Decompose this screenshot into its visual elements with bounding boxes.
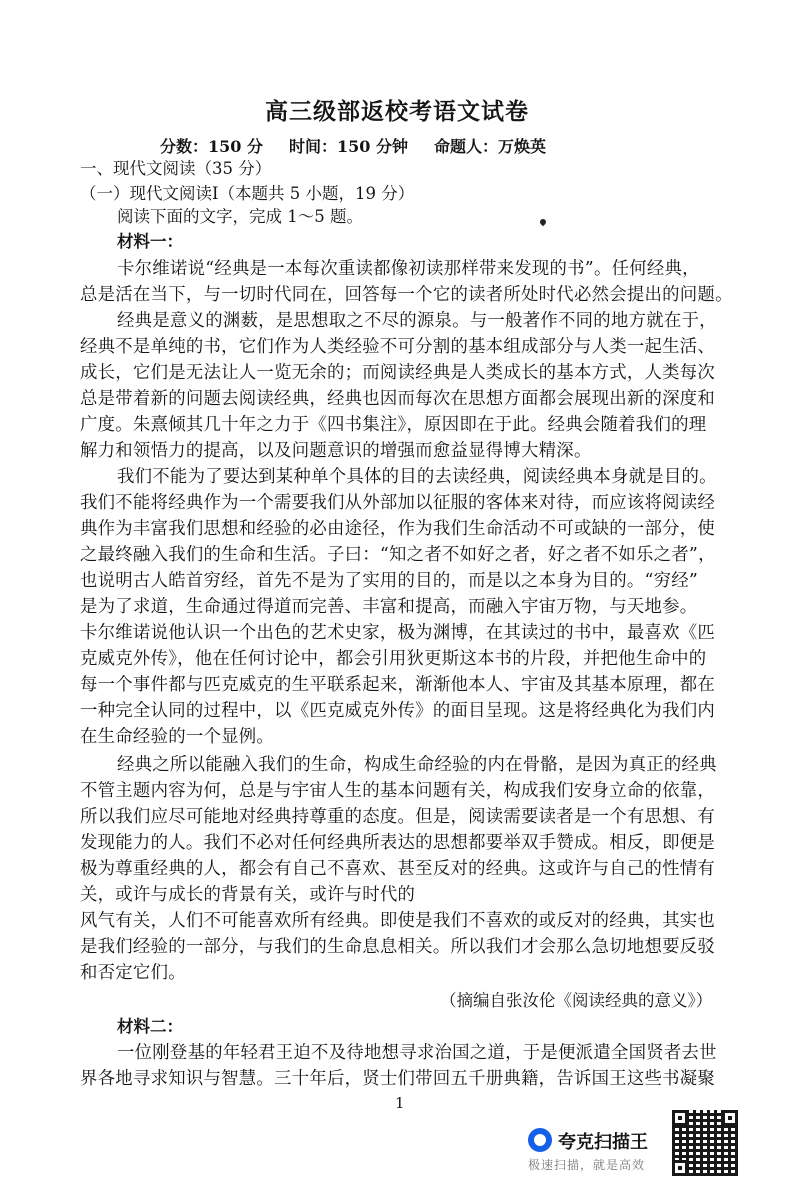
text-line: 一种完全认同的过程中，以《匹克威克外传》的面目呈现。这是将经典化为我们内 bbox=[80, 701, 716, 721]
qr-finder bbox=[722, 1110, 738, 1126]
text-line: 卡尔维诺说他认识一个出色的艺术史家，极为渊博，在其读过的书中，最喜欢《匹 bbox=[80, 623, 716, 643]
text-line: 经典是意义的渊薮，是思想取之不尽的源泉。与一般著作不同的地方就在于， bbox=[117, 311, 717, 331]
scanner-logo-icon bbox=[528, 1128, 552, 1152]
text-line: 不管主题内容为何，总是与宇宙人生的基本问题有关，构成我们安身立命的依靠， bbox=[80, 781, 716, 801]
text-line: 发现能力的人。我们不必对任何经典所表达的思想都要举双手赞成。相反，即便是 bbox=[80, 833, 716, 853]
text-line: 典作为丰富我们思想和经验的必由途径，作为我们生命活动不可或缺的一部分，使 bbox=[80, 519, 716, 539]
material-2-label: 材料二： bbox=[117, 1017, 183, 1036]
text-line: 卡尔维诺说“经典是一本每次重读都像初读那样带来发现的书”。任何经典， bbox=[117, 259, 700, 279]
text-line: 在生命经验的一个显例。 bbox=[80, 727, 275, 747]
text-line: 关，或许与成长的背景有关，或许与时代的 bbox=[80, 885, 416, 905]
text-line: 是我们经验的一部分，与我们的生命息息相关。所以我们才会那么急切地想要反驳 bbox=[80, 937, 716, 957]
scanner-slogan: 极速扫描，就是高效 bbox=[528, 1158, 646, 1172]
scanner-brand: 夸克扫描王 bbox=[558, 1132, 648, 1153]
text-line: 经典之所以能融入我们的生命，构成生命经验的内在骨骼，是因为真正的经典 bbox=[117, 755, 717, 775]
text-line: 广度。朱熹倾其几十年之力于《四书集注》，原因即在于此。经典会随着我们的理 bbox=[80, 415, 707, 435]
instruction: 阅读下面的文字，完成 1～5 题。 bbox=[117, 207, 363, 226]
text-line: 界各地寻求知识与智慧。三十年后，贤士们带回五千册典籍，告诉国王这些书凝聚 bbox=[80, 1069, 716, 1089]
score-info: 分数：150 分 bbox=[160, 137, 263, 156]
text-line: 一位刚登基的年轻君王迫不及待地想寻求治国之道，于是便派遣全国贤者去世 bbox=[117, 1043, 717, 1063]
scanner-watermark bbox=[528, 1124, 668, 1176]
qr-finder bbox=[672, 1160, 688, 1176]
page-number: 1 bbox=[395, 1094, 405, 1112]
text-line: 经典不是单纯的书，它们作为人类经验不可分割的基本组成部分与人类一起生活、 bbox=[80, 337, 716, 357]
text-line: 极为尊重经典的人，都会有自己不喜欢、甚至反对的经典。这或许与自己的性情有 bbox=[80, 859, 716, 879]
text-line: 所以我们应尽可能地对经典持尊重的态度。但是，阅读需要读者是一个有思想、有 bbox=[80, 807, 716, 827]
text-line: 总是活在当下，与一切时代同在，回答每一个它的读者所处时代必然会提出的问题。 bbox=[80, 285, 733, 305]
subsection-heading: （一）现代文阅读Ⅰ（本题共 5 小题，19 分） bbox=[80, 184, 415, 203]
text-line: 风气有关，人们不可能喜欢所有经典。即使是我们不喜欢的或反对的经典，其实也 bbox=[80, 911, 716, 931]
qr-code-icon bbox=[672, 1110, 738, 1176]
section-heading: 一、现代文阅读（35 分） bbox=[80, 159, 272, 178]
time-info: 时间：150 分钟 bbox=[288, 137, 408, 156]
scan-speck bbox=[539, 218, 547, 226]
text-line: 也说明古人皓首穷经，首先不是为了实用的目的，而是以之本身为目的。“穷经” bbox=[80, 571, 699, 591]
text-line: 我们不能为了要达到某种单个具体的目的去读经典，阅读经典本身就是目的。 bbox=[117, 467, 717, 487]
text-line: 和否定它们。 bbox=[80, 963, 186, 983]
exam-meta bbox=[160, 134, 572, 157]
exam-title: 高三级部返校考语文试卷 bbox=[265, 99, 529, 125]
text-line: 我们不能将经典作为一个需要我们从外部加以征服的客体来对待，而应该将阅读经 bbox=[80, 493, 716, 513]
material-1-label: 材料一： bbox=[117, 232, 183, 251]
text-line: 成长，它们是无法让人一览无余的；而阅读经典是人类成长的基本方式，人类每次 bbox=[80, 363, 716, 383]
text-line: 总是带着新的问题去阅读经典，经典也因而每次在思想方面都会展现出新的深度和 bbox=[80, 389, 716, 409]
text-line: 每一个事件都与匹克威克的生平联系起来，渐渐他本人、宇宙及其基本原理，都在 bbox=[80, 675, 716, 695]
author-info: 命题人：万焕英 bbox=[433, 137, 546, 156]
text-line: 之最终融入我们的生命和生活。子曰：“知之者不如好之者，好之者不如乐之者”， bbox=[80, 545, 716, 565]
text-line: 克威克外传》，他在任何讨论中，都会引用狄更斯这本书的片段，并把他生命中的 bbox=[80, 649, 707, 669]
text-line: 是为了求道，生命通过得道而完善、丰富和提高，而融入宇宙万物，与天地参。 bbox=[80, 597, 698, 617]
qr-finder bbox=[672, 1110, 688, 1126]
text-line: 解力和领悟力的提高，以及问题意识的增强而愈益显得博大精深。 bbox=[80, 441, 592, 461]
source-citation: （摘编自张汝伦《阅读经典的意义》） bbox=[440, 991, 713, 1010]
